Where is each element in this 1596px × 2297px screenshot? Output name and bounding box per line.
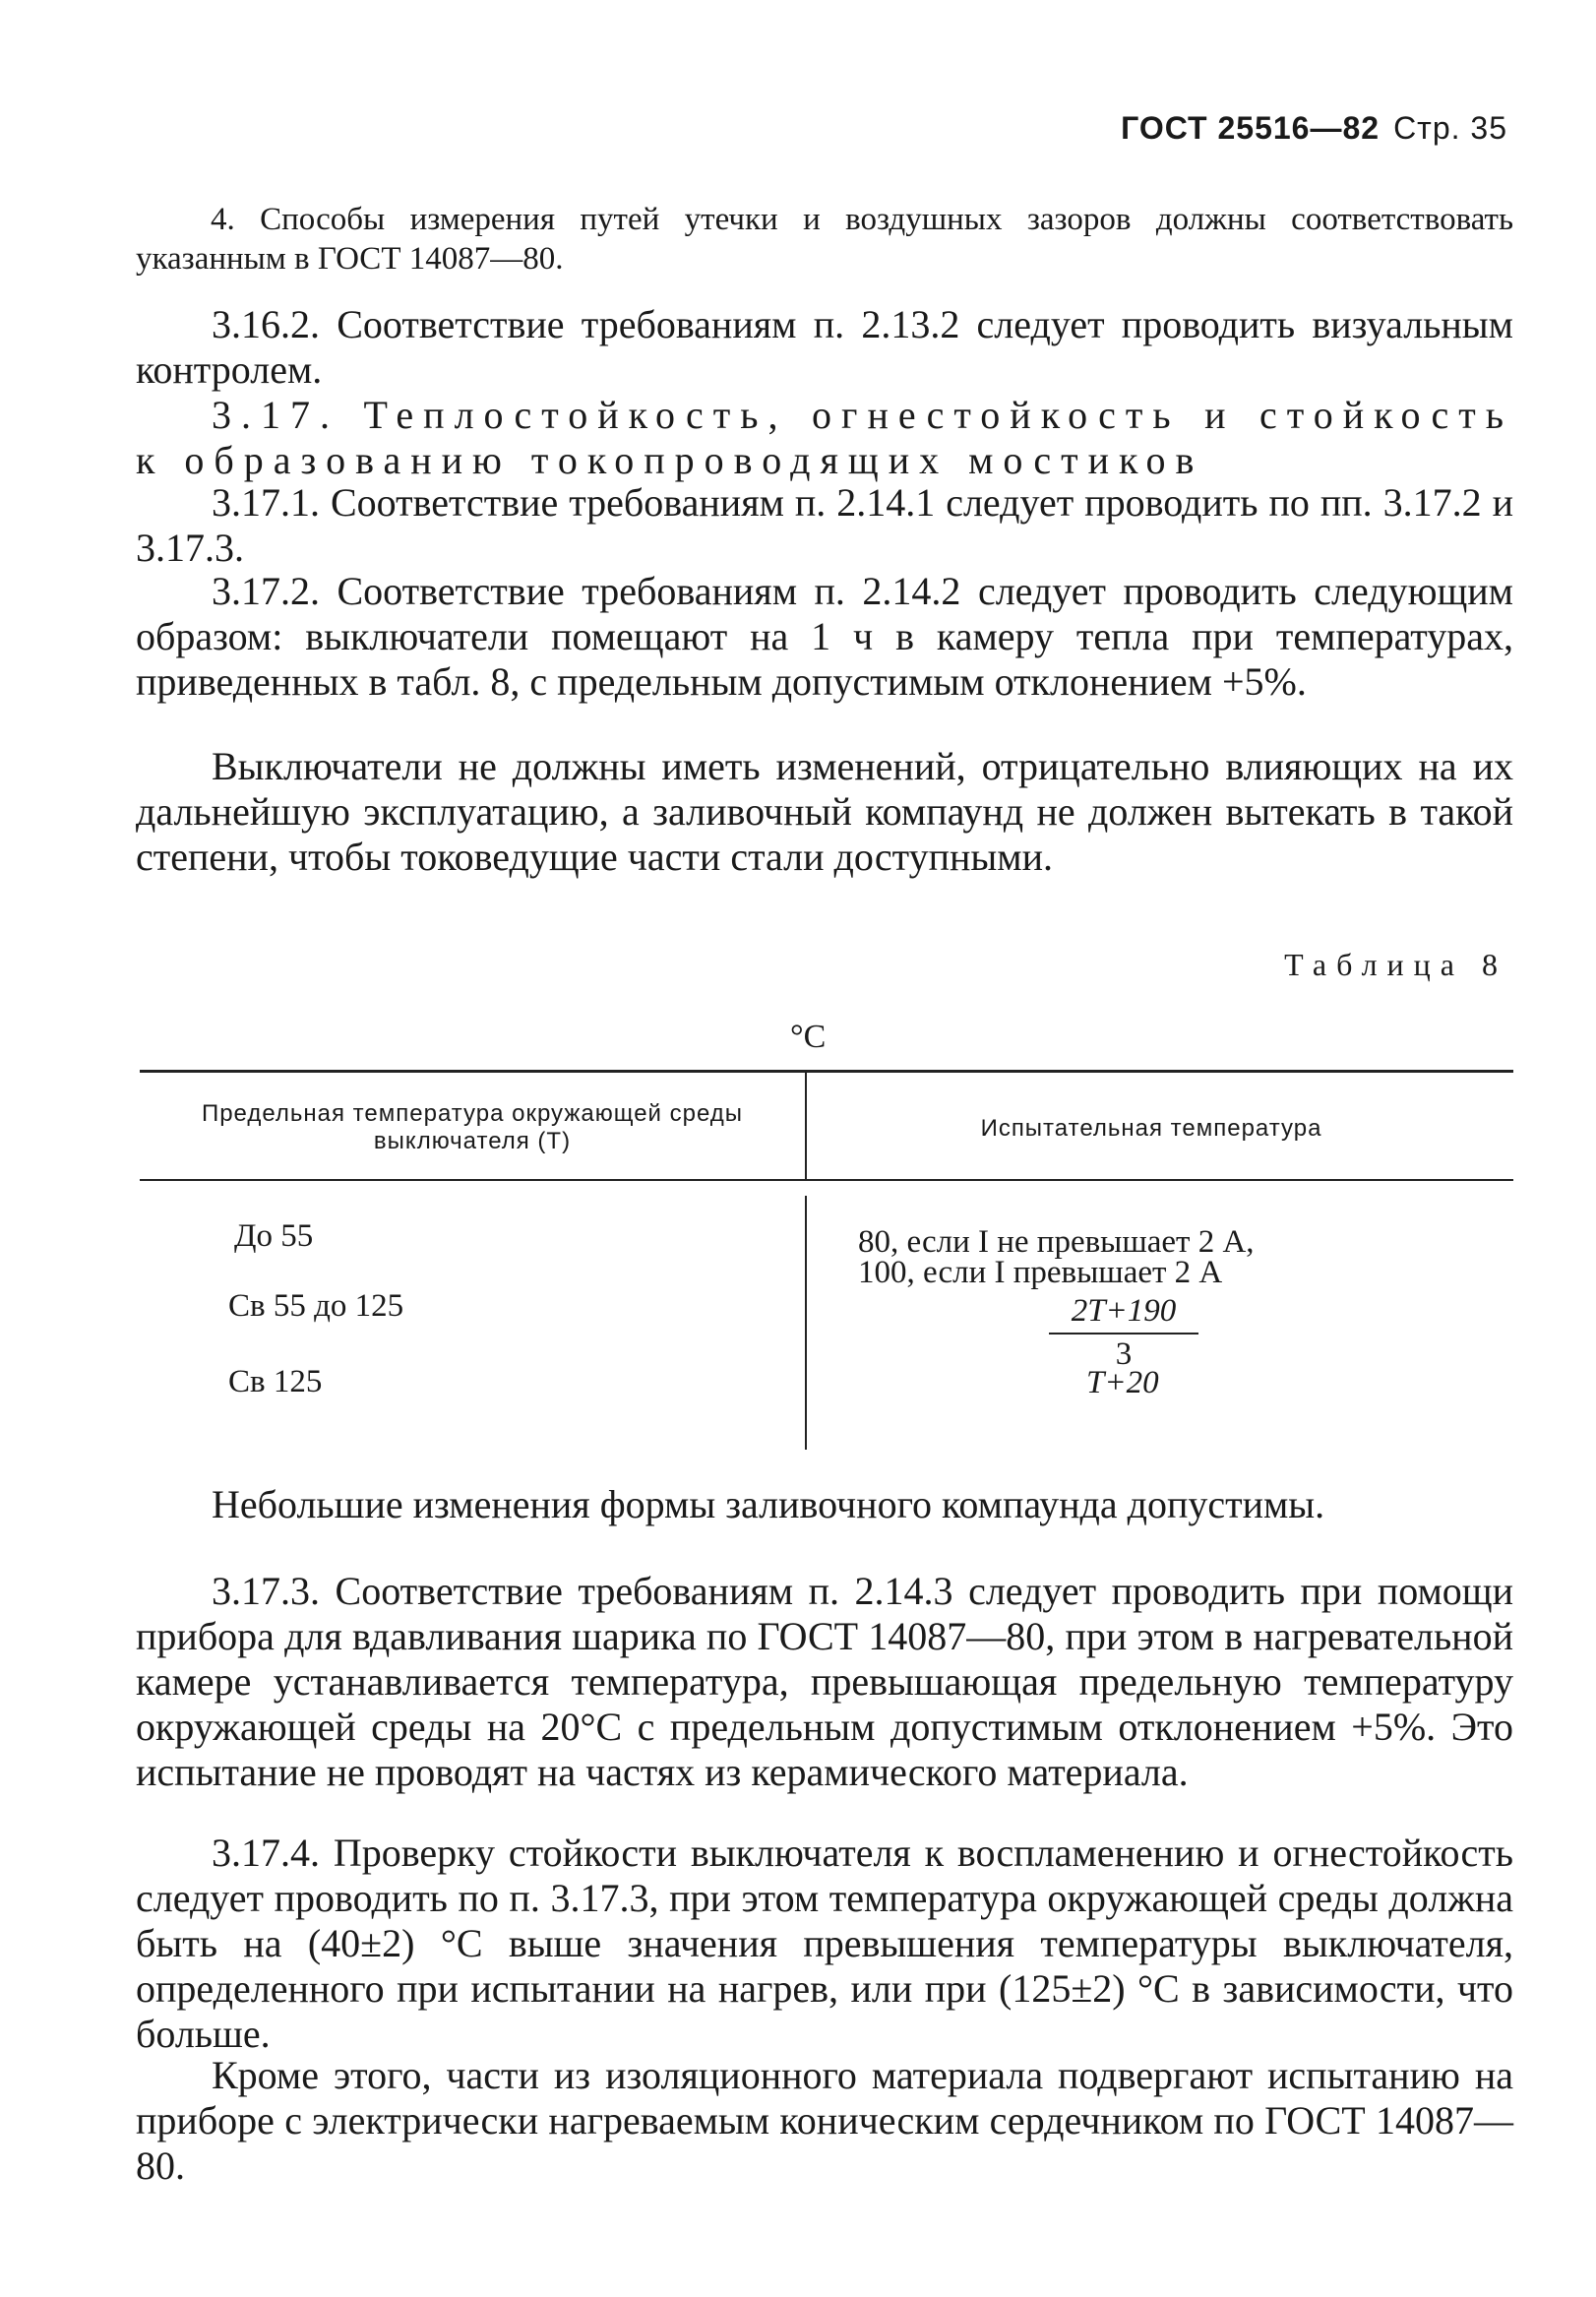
table-header-rule	[140, 1179, 1513, 1181]
paragraph-small-changes: Небольшие изменения формы заливочного компаунда допустимы.	[212, 1482, 1325, 1526]
table-row-1-test-line-1: 80, если I не превышает 2 А,	[858, 1224, 1255, 1260]
paragraph-3-16-2: 3.16.2. Соответствие требованиям п. 2.13.2 следует проводить визуальным контролем.	[136, 302, 1513, 392]
section-3-17-heading: 3.17. Теплостойкость, огнестойкость и стойкость к образованию токопроводящих мостиков	[136, 393, 1513, 482]
table-row-2-test-formula	[1045, 1291, 1202, 1372]
table-row-1-test-line-2: 100, если I превышает 2 А	[858, 1255, 1223, 1290]
formula-numerator: 2T+190	[1071, 1293, 1177, 1329]
table-header-divider	[805, 1073, 807, 1179]
paragraph-3-17-2: 3.17.2. Соответствие требованиям п. 2.14.2 следует проводить следующим образом: выключатели помещают на 1 ч в камеру тепла при температурах, приведенных в табл. 8, с предельным допустимым отклонением +5%.	[136, 569, 1513, 704]
note-4: 4. Способы измерения путей утечки и воздушных зазоров должны соответствовать указанным в ГОСТ 14087—80.	[136, 202, 1513, 277]
column-header-ambient-temperature: Предельная температура окружающей среды выключателя (T)	[201, 1100, 744, 1154]
paragraph-3-17-3: 3.17.3. Соответствие требованиям п. 2.14.3 следует проводить при помощи прибора для вдавливания шарика по ГОСТ 14087—80, при этом в нагревательной камере устанавливается температура, превышающая предельную температуру окружающей среды на 20°C с предельным допустимым отклонением +5%. Это испытание не проводят на частях из керамического материала.	[136, 1569, 1513, 1794]
table-row-1-range: До 55	[234, 1218, 314, 1254]
page-header	[1121, 110, 1507, 147]
table-caption: Таблица 8	[1284, 947, 1507, 982]
table-row-3-range: Св 125	[228, 1364, 323, 1399]
paragraph-3-17-4: 3.17.4. Проверку стойкости выключателя к воспламенению и огнестойкость следует проводить по п. 3.17.3, при этом температура окружающей среды должна быть на (40±2) °C выше значения превышения температуры выключателя, определенного при испытании на нагрев, или при (125±2) °C в зависимости, что больше.	[136, 1831, 1513, 2056]
table-top-rule	[140, 1070, 1513, 1073]
paragraph-switches-requirements: Выключатели не должны иметь изменений, отрицательно влияющих на их дальнейшую эксплуатацию, а заливочный компаунд не должен вытекать в такой степени, чтобы токоведущие части стали доступными.	[136, 744, 1513, 879]
fraction-bar	[1049, 1333, 1198, 1335]
paragraph-conical-heater: Кроме этого, части из изоляционного материала подвергают испытанию на приборе с электрически нагреваемым коническим сердечником по ГОСТ 14087—80.	[136, 2053, 1513, 2188]
table-unit: °C	[790, 1019, 827, 1055]
table-body-divider	[805, 1196, 807, 1450]
paragraph-3-17-1: 3.17.1. Соответствие требованиям п. 2.14.1 следует проводить по пп. 3.17.2 и 3.17.3.	[136, 480, 1513, 570]
table-row-3-test: T+20	[1086, 1365, 1159, 1400]
page-number: Стр. 35	[1393, 110, 1507, 146]
formula-denominator: 3	[1115, 1336, 1133, 1372]
table-row-2-range: Св 55 до 125	[228, 1288, 404, 1324]
column-header-test-temperature: Испытательная температура	[980, 1115, 1322, 1142]
standard-number: ГОСТ 25516—82	[1121, 110, 1381, 146]
